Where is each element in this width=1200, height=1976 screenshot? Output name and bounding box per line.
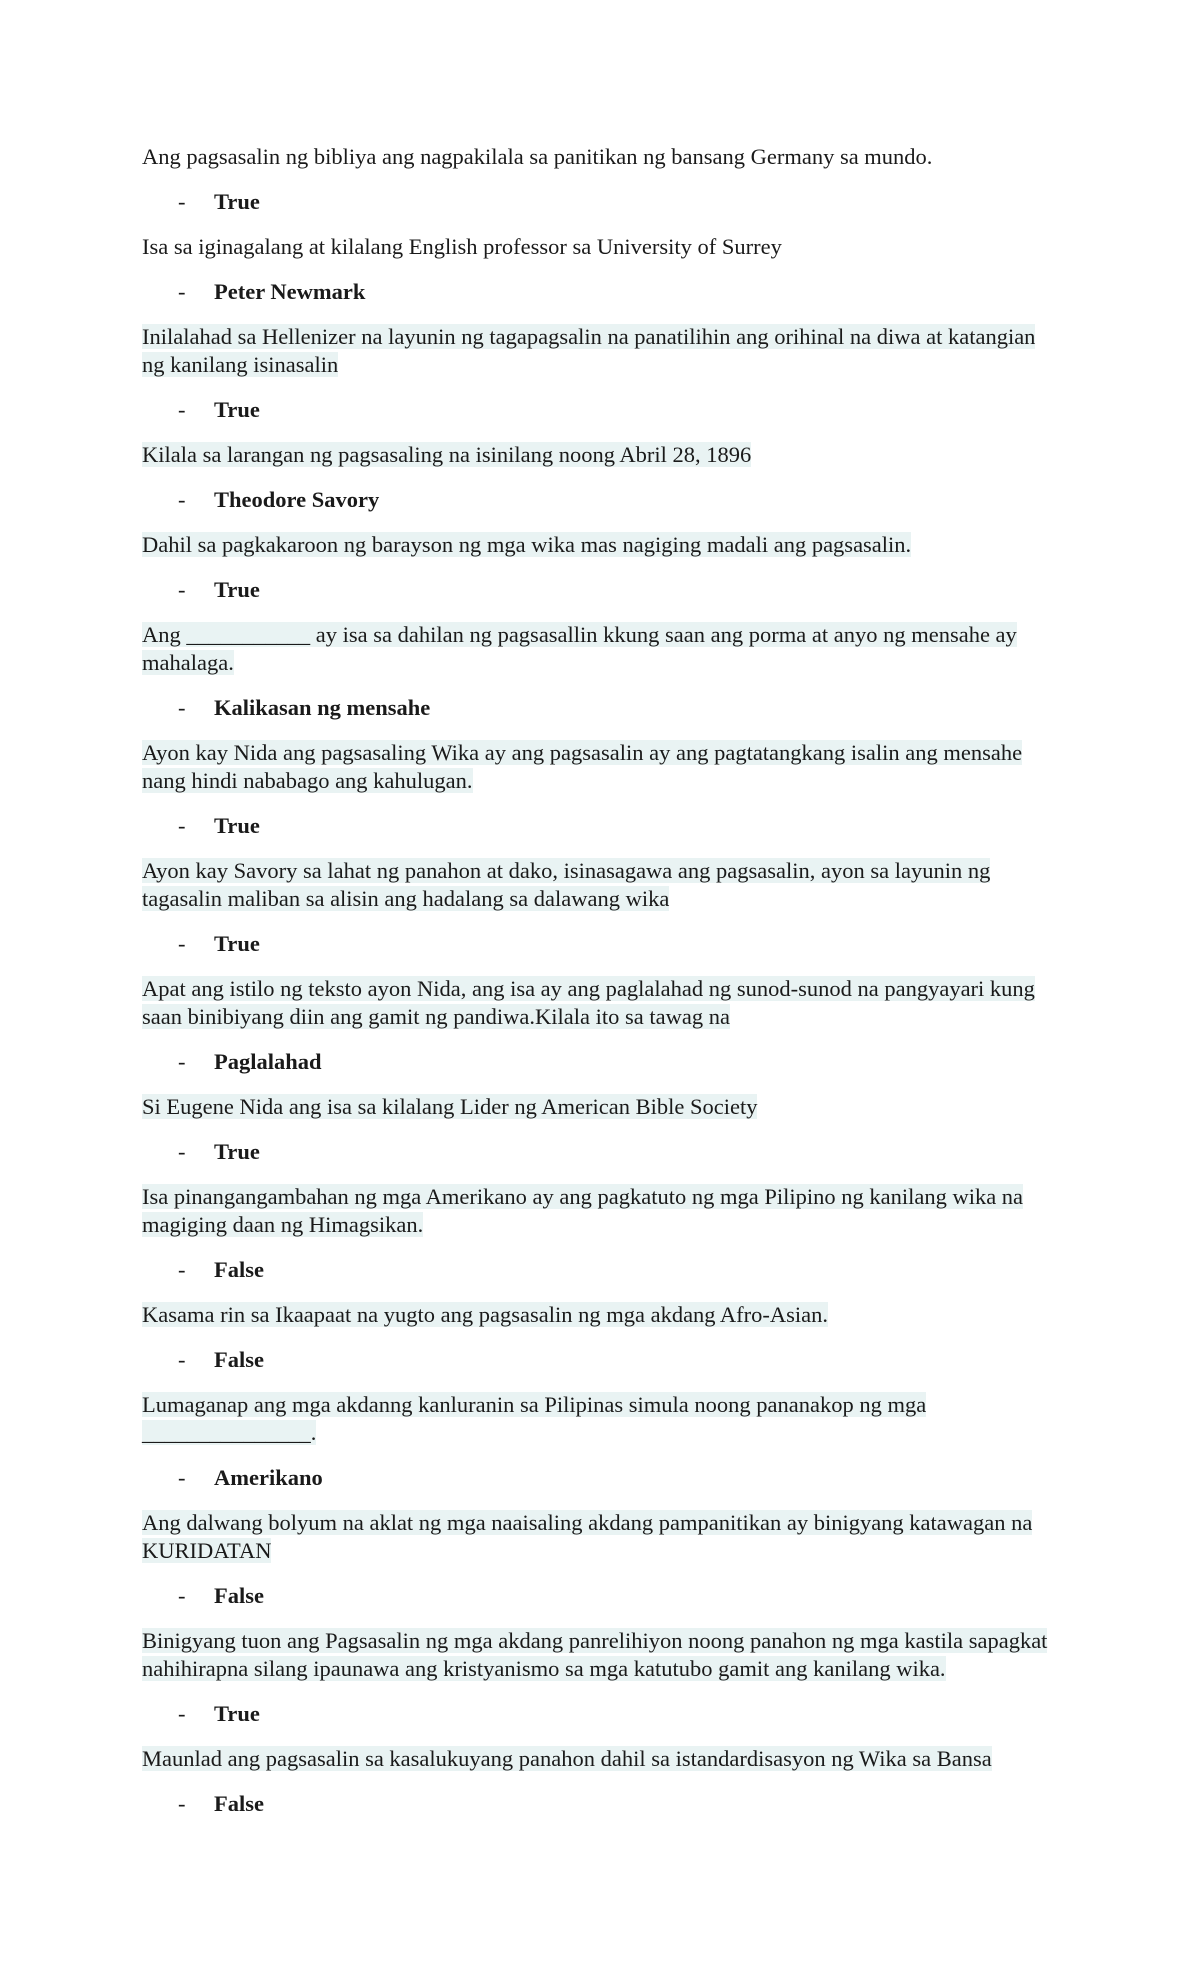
answer-text: True <box>214 931 260 956</box>
answer-text: True <box>214 1139 260 1164</box>
answer-text: True <box>214 189 260 214</box>
answer-line <box>178 396 1060 424</box>
question-text <box>142 621 1060 677</box>
qa-item <box>142 143 1060 216</box>
answer-line <box>178 1700 1060 1728</box>
answer-line <box>178 1346 1060 1374</box>
answer-line <box>178 1582 1060 1610</box>
question-text <box>142 1745 1060 1773</box>
qa-item <box>142 1301 1060 1374</box>
dash-bullet: - <box>178 279 186 304</box>
qa-item <box>142 739 1060 840</box>
dash-bullet: - <box>178 487 186 512</box>
qa-item <box>142 1509 1060 1610</box>
answer-text: True <box>214 577 260 602</box>
qa-item <box>142 1093 1060 1166</box>
question-text-span: Dahil sa pagkakaroon ng barayson ng mga wika mas nagiging madali ang pagsasalin. <box>142 532 912 557</box>
answer-text: True <box>214 1701 260 1726</box>
qa-item <box>142 323 1060 424</box>
qa-item <box>142 1183 1060 1284</box>
question-text-span: Isa pinangangambahan ng mga Amerikano ay ang pagkatuto ng mga Pilipino ng kanilang wika na magiging daan ng Himagsikan. <box>142 1184 1024 1237</box>
answer-line <box>178 486 1060 514</box>
qa-item <box>142 233 1060 306</box>
question-text-span: Lumaganap ang mga akdanng kanluranin sa Pilipinas simula noong pananakop ng mga _______________. <box>142 1392 927 1445</box>
dash-bullet: - <box>178 695 186 720</box>
question-text <box>142 975 1060 1031</box>
question-text <box>142 233 1060 261</box>
answer-line <box>178 188 1060 216</box>
qa-item <box>142 1745 1060 1818</box>
question-text <box>142 531 1060 559</box>
answer-line <box>178 930 1060 958</box>
question-text-span: Ang dalwang bolyum na aklat ng mga naaisaling akdang pampanitikan ay binigyang katawagan na KURIDATAN <box>142 1510 1033 1563</box>
qa-item <box>142 1391 1060 1492</box>
answer-line <box>178 694 1060 722</box>
dash-bullet: - <box>178 577 186 602</box>
question-text <box>142 1183 1060 1239</box>
qa-item <box>142 975 1060 1076</box>
dash-bullet: - <box>178 189 186 214</box>
question-text <box>142 1301 1060 1329</box>
answer-text: Amerikano <box>214 1465 323 1490</box>
qa-list <box>142 143 1060 1818</box>
answer-text: Theodore Savory <box>214 487 380 512</box>
answer-text: True <box>214 397 260 422</box>
answer-text: False <box>214 1791 264 1816</box>
question-text-span: Ang ___________ ay isa sa dahilan ng pagsasallin kkung saan ang porma at anyo ng mensahe ay mahalaga. <box>142 622 1017 675</box>
question-text-span: Apat ang istilo ng teksto ayon Nida, ang isa ay ang paglalahad ng sunod-sunod na pangyayari kung saan binibiyang diin ang gamit ng pandiwa.Kilala ito sa tawag na <box>142 976 1035 1029</box>
question-text-span: Binigyang tuon ang Pagsasalin ng mga akdang panrelihiyon noong panahon ng mga kastila sapagkat nahihirapna silang ipaunawa ang kristyanismo sa mga katutubo gamit ang kanilang wika. <box>142 1628 1048 1681</box>
question-text <box>142 1391 1060 1447</box>
answer-text: Kalikasan ng mensahe <box>214 695 431 720</box>
question-text <box>142 1509 1060 1565</box>
answer-line <box>178 1256 1060 1284</box>
qa-item <box>142 621 1060 722</box>
dash-bullet: - <box>178 931 186 956</box>
question-text-span: Si Eugene Nida ang isa sa kilalang Lider ng American Bible Society <box>142 1094 758 1119</box>
dash-bullet: - <box>178 1701 186 1726</box>
qa-item <box>142 531 1060 604</box>
answer-text: False <box>214 1257 264 1282</box>
question-text-span: Ayon kay Nida ang pagsasaling Wika ay ang pagsasalin ay ang pagtatangkang isalin ang mensahe nang hindi nababago ang kahulugan. <box>142 740 1023 793</box>
answer-line <box>178 576 1060 604</box>
qa-item <box>142 441 1060 514</box>
question-text <box>142 1093 1060 1121</box>
question-text <box>142 143 1060 171</box>
dash-bullet: - <box>178 813 186 838</box>
answer-text: Peter Newmark <box>214 279 366 304</box>
dash-bullet: - <box>178 1139 186 1164</box>
answer-text: Paglalahad <box>214 1049 322 1074</box>
qa-item <box>142 857 1060 958</box>
answer-text: True <box>214 813 260 838</box>
question-text-span: Ayon kay Savory sa lahat ng panahon at dako, isinasagawa ang pagsasalin, ayon sa layunin ng tagasalin maliban sa alisin ang hadalang sa dalawang wika <box>142 858 991 911</box>
answer-line <box>178 1138 1060 1166</box>
answer-line <box>178 278 1060 306</box>
question-text-span: Inilalahad sa Hellenizer na layunin ng tagapagsalin na panatilihin ang orihinal na diwa at katangian ng kanilang isinasalin <box>142 324 1036 377</box>
question-text-span: Kilala sa larangan ng pagsasaling na isinilang noong Abril 28, 1896 <box>142 442 752 467</box>
qa-item <box>142 1627 1060 1728</box>
question-text-span: Maunlad ang pagsasalin sa kasalukuyang panahon dahil sa istandardisasyon ng Wika sa Bansa <box>142 1746 992 1771</box>
dash-bullet: - <box>178 1791 186 1816</box>
dash-bullet: - <box>178 1583 186 1608</box>
question-text <box>142 441 1060 469</box>
question-text <box>142 323 1060 379</box>
answer-text: False <box>214 1583 264 1608</box>
answer-line <box>178 812 1060 840</box>
dash-bullet: - <box>178 1465 186 1490</box>
dash-bullet: - <box>178 1257 186 1282</box>
question-text <box>142 1627 1060 1683</box>
answer-line <box>178 1790 1060 1818</box>
dash-bullet: - <box>178 397 186 422</box>
answer-line <box>178 1464 1060 1492</box>
question-text-span: Kasama rin sa Ikaapaat na yugto ang pagsasalin ng mga akdang Afro-Asian. <box>142 1302 829 1327</box>
question-text <box>142 739 1060 795</box>
answer-line <box>178 1048 1060 1076</box>
question-text <box>142 857 1060 913</box>
question-text-span: Ang pagsasalin ng bibliya ang nagpakilala sa panitikan ng bansang Germany sa mundo. <box>142 144 933 169</box>
dash-bullet: - <box>178 1347 186 1372</box>
dash-bullet: - <box>178 1049 186 1074</box>
question-text-span: Isa sa iginagalang at kilalang English professor sa University of Surrey <box>142 234 782 259</box>
answer-text: False <box>214 1347 264 1372</box>
